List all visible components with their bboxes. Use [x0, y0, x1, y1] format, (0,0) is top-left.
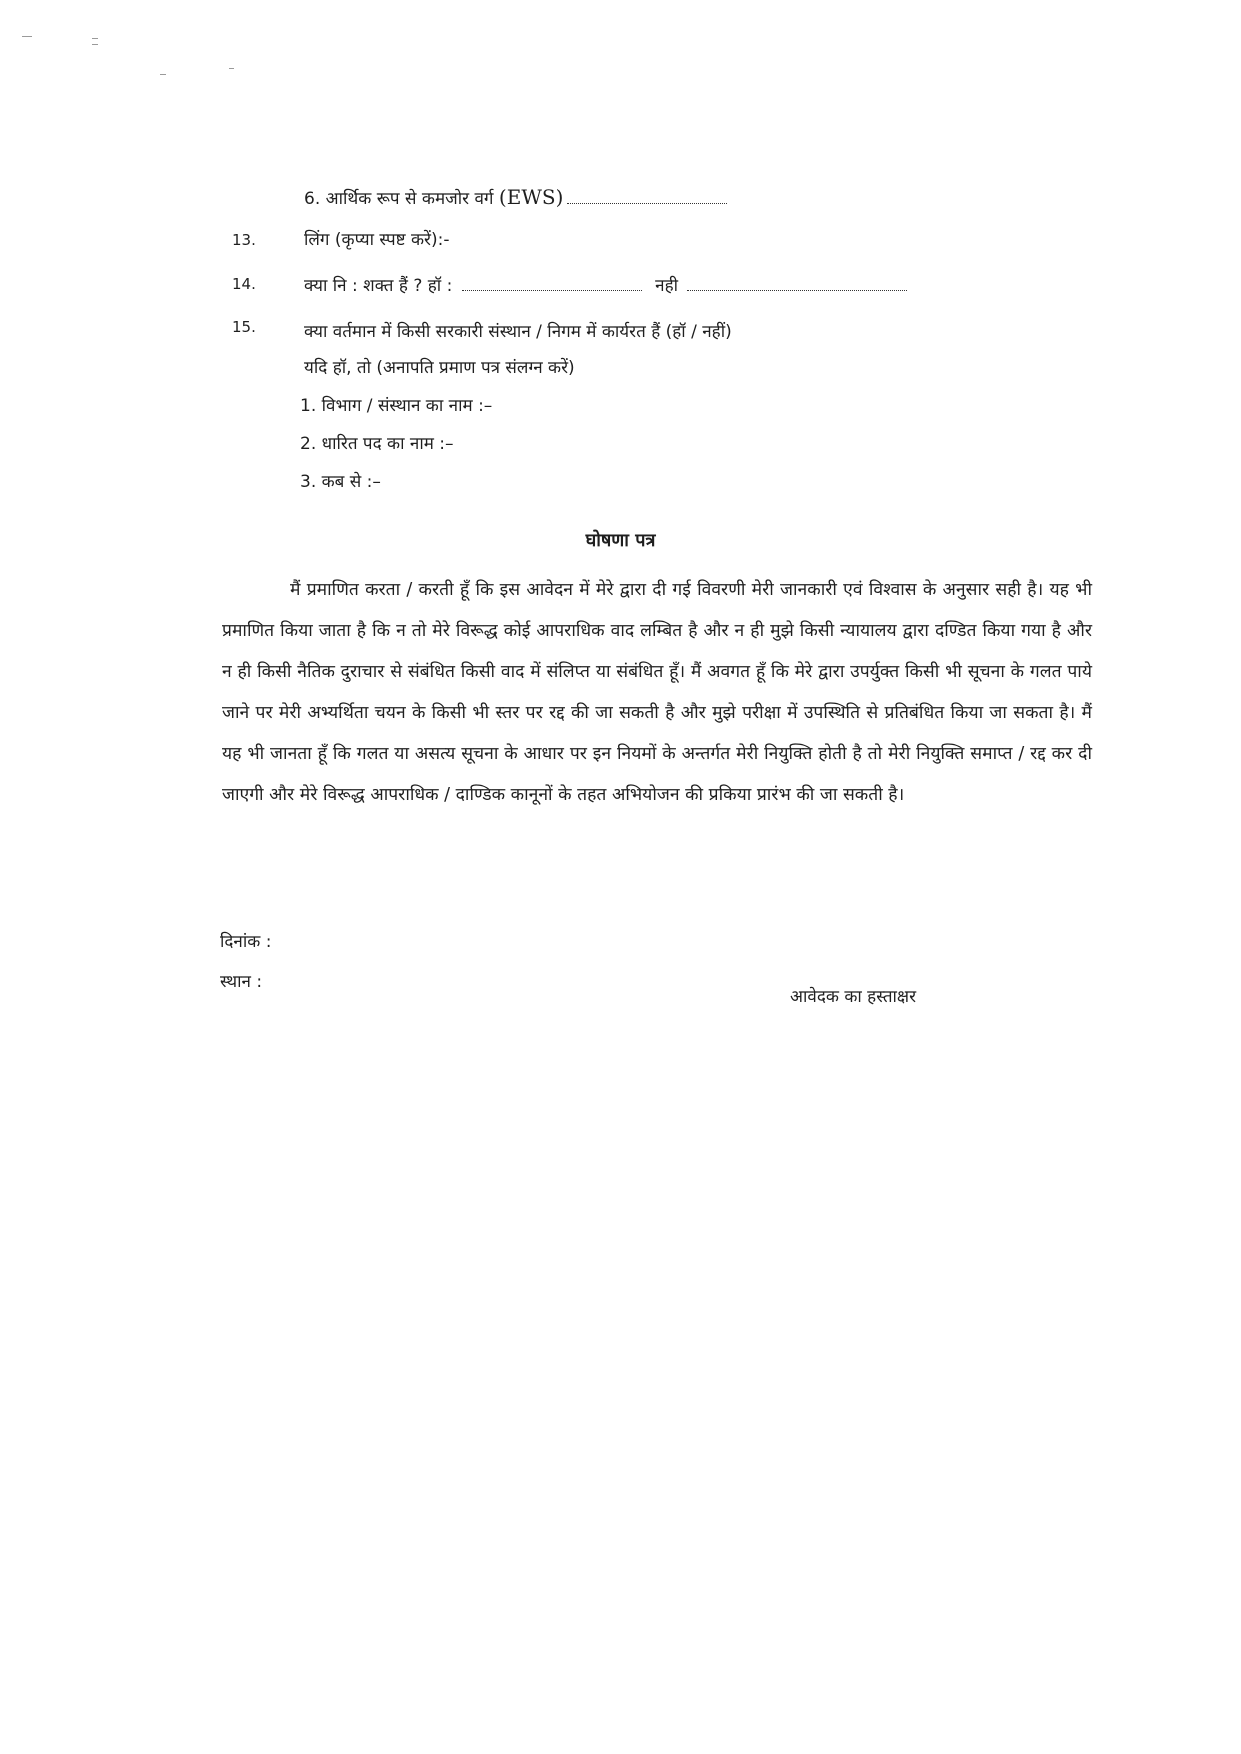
item-14-no-label: नही [655, 276, 679, 296]
declaration-body: मैं प्रमाणित करता / करती हूँ कि इस आवेदन में मेरे द्वारा दी गई विवरणी मेरी जानकारी एवं विश्वास के अनुसार सही है। यह भी प्रमाणित किया जाता है कि न तो मेरे विरूद्ध कोई आपराधिक वाद लम्बित है और न ही मुझे किसी न्यायालय द्वारा दण्डित किया गया है और न ही किसी नैतिक दुराचार से संबंधित किसी वाद में संलिप्त या संबंधित हूँ। मैं अवगत हूँ कि मेरे द्वारा उपर्युक्त किसी भी सूचना के गलत पाये जाने पर मेरी अभ्यर्थिता चयन के किसी भी स्तर पर रद्द की जा सकती है और मुझे परीक्षा में उपस्थिति से प्रतिबंधित किया जा सकता है। मैं यह भी जानता हूँ कि गलत या असत्य सूचना के आधार पर इन नियमों के अन्तर्गत मेरी नियुक्ति होती है तो मेरी नियुक्ति समाप्त / रद्द कर दी जाएगी और मेरे विरूद्ध आपराधिक / दाण्डिक कानूनों के तहत अभियोजन की प्रकिया प्रारंभ की जा सकती है। [222, 580, 1092, 805]
signature-label: आवेदक का हस्ताक्षर [790, 987, 917, 1007]
scan-mark [22, 36, 32, 37]
item-14-yes-blank[interactable] [462, 280, 642, 291]
item-15-sub: यदि हॉ, तो (अनापति प्रमाण पत्र संलग्न करें) [304, 358, 575, 378]
item-14-no-blank[interactable] [687, 280, 907, 291]
item-15-label: क्या वर्तमान में किसी सरकारी संस्थान / निगम में कार्यरत हैं (हॉ / नहीं) [304, 322, 732, 342]
scan-mark [92, 44, 98, 45]
item-14-number: 14. [232, 275, 256, 293]
item-13-label: लिंग (कृप्या स्पष्ट करें):- [304, 230, 450, 250]
date-label: दिनांक : [220, 932, 272, 952]
item-14 [304, 274, 907, 298]
item-15-sub3: 3. कब से :– [300, 472, 381, 492]
item-13-number: 13. [232, 231, 256, 249]
scan-mark [160, 74, 166, 75]
declaration-title: घोषणा पत्र [585, 530, 656, 551]
scan-mark [229, 68, 234, 69]
item-6 [304, 185, 727, 211]
item-14-label: क्या नि : शक्त हैं ? हॉ : [304, 276, 453, 296]
scan-mark [92, 38, 98, 39]
item-15-sub2: 2. धारित पद का नाम :– [300, 434, 454, 454]
item-6-label: 6. आर्थिक रूप से कमजोर वर्ग [304, 189, 494, 209]
item-6-code: (EWS) [498, 185, 564, 209]
item-6-blank[interactable] [567, 193, 727, 204]
item-15-number: 15. [232, 318, 256, 336]
place-label: स्थान : [220, 972, 263, 992]
item-15-sub1: 1. विभाग / संस्थान का नाम :– [300, 396, 493, 416]
